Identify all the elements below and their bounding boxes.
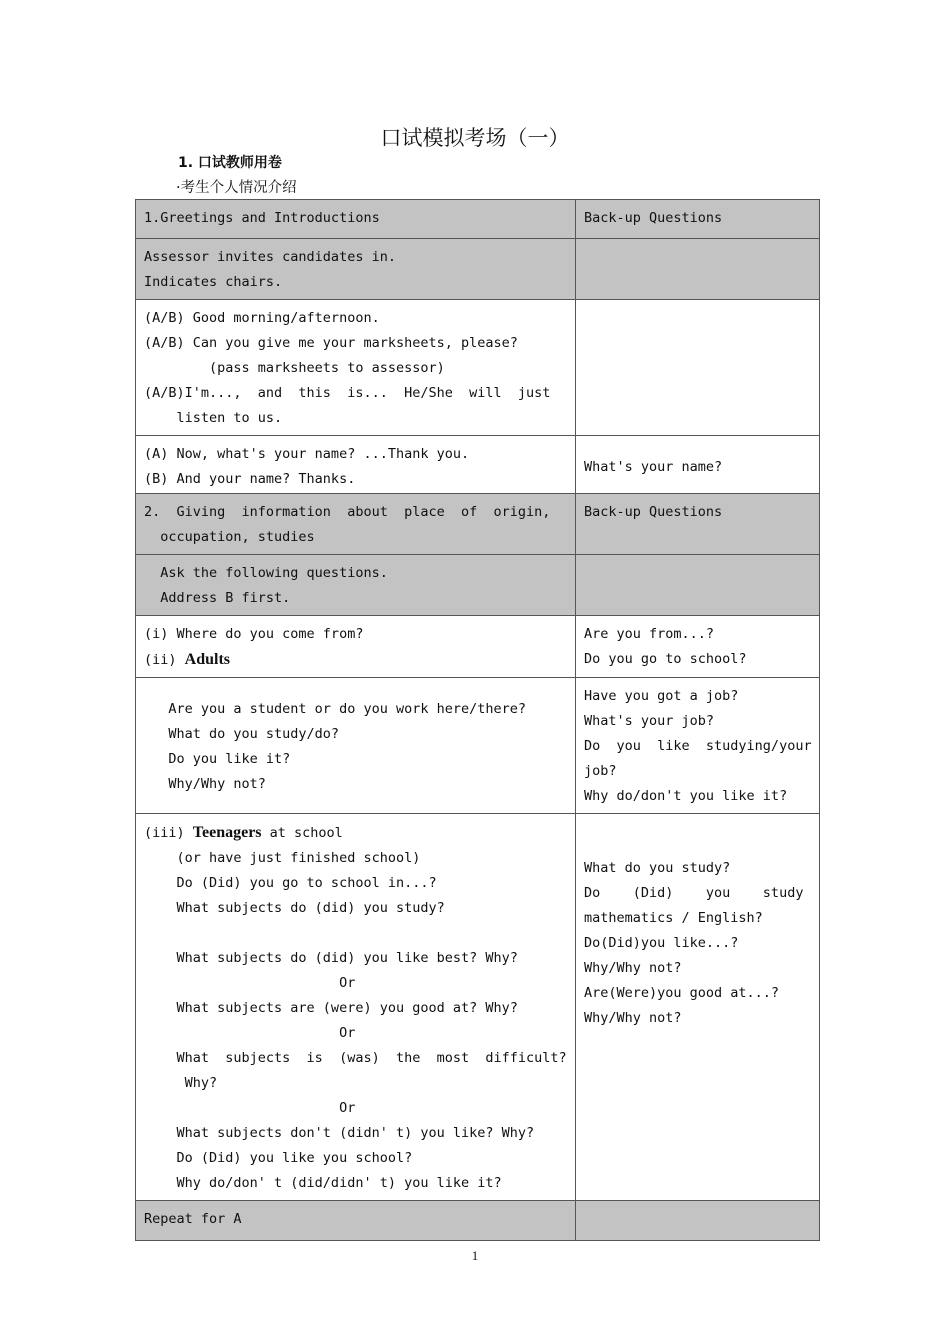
section-note: ·考生个人情况介绍 [176, 180, 297, 196]
greetings-table [135, 199, 820, 497]
instruction-line: Ask the following questions. [144, 565, 388, 581]
instruction-line: Address B first. [144, 590, 291, 606]
table2-footer-right [576, 1201, 820, 1241]
table1-name-backup [576, 436, 820, 497]
table2-adults-backup [576, 678, 820, 814]
question-line: (i) Where do you come from? [144, 626, 364, 642]
header-text: 2. Giving information about place of origin, [144, 504, 551, 520]
table2-header-left [136, 494, 576, 555]
table2-origin-backup [576, 616, 820, 678]
backup-question: What's your name? [584, 458, 723, 475]
or-separator: Or [144, 1025, 356, 1041]
script-line: (pass marksheets to assessor) [144, 360, 445, 376]
question-line: Do (Did) you like you school? [144, 1150, 413, 1166]
or-separator: Or [144, 975, 356, 991]
question-line: What subjects don't (didn' t) you like? Why? [144, 1125, 535, 1141]
table2-teenagers-backup [576, 814, 820, 1201]
backup-question: Why/Why not? [584, 960, 682, 976]
question-line: What subjects do (did) you study? [144, 900, 445, 916]
adults-label: Adults [184, 651, 230, 668]
question-line [144, 647, 567, 673]
question-line: Are you a student or do you work here/there? [144, 700, 527, 717]
table2-origin-cell [136, 616, 576, 678]
table2-gray-row [136, 555, 576, 616]
question-line [144, 820, 567, 846]
question-line: Why do/don' t (did/didn' t) you like it? [144, 1175, 502, 1191]
backup-question: mathematics / English? [584, 910, 763, 926]
table2-teenagers-cell [136, 814, 576, 1201]
table1-greeting-backup [576, 300, 820, 436]
teenagers-label: Teenagers [192, 824, 262, 841]
table2-gray-row-right [576, 555, 820, 616]
question-line: Do you like it? [144, 750, 291, 767]
item-number: (iii) [144, 825, 193, 841]
backup-question: Do you go to school? [584, 651, 747, 667]
or-separator: Or [144, 1100, 356, 1116]
backup-question: job? [584, 763, 617, 779]
question-line: Why/Why not? [144, 775, 266, 792]
header-text: Back-up Questions [584, 504, 723, 520]
backup-question: Do (Did) you study [584, 885, 804, 901]
table1-greeting-cell [136, 300, 576, 436]
question-line: What subjects do (did) you like best? Why? [144, 950, 518, 966]
backup-question: Why/Why not? [584, 1010, 682, 1026]
question-line: What subjects are (were) you good at? Why? [144, 1000, 518, 1016]
script-line: (A) Now, what's your name? ...Thank you. [144, 446, 470, 462]
table2-adults-cell [136, 678, 576, 814]
blank-line [144, 921, 567, 946]
script-line: listen to us. [144, 410, 283, 426]
question-line: What do you study/do? [144, 725, 340, 742]
table2-footer-left [136, 1201, 576, 1241]
backup-question: Do you like studying/your [584, 738, 812, 754]
backup-question: What's your job? [584, 713, 715, 729]
header-text: Back-up Questions [584, 210, 723, 226]
header-text: 1.Greetings and Introductions [144, 210, 380, 226]
table1-gray-row [136, 239, 576, 300]
question-line: Why? [144, 1075, 218, 1091]
script-line: (A/B)I'm..., and this is... He/She will just [144, 385, 551, 401]
item-number: (ii) [144, 652, 185, 668]
backup-question: What do you study? [584, 860, 731, 876]
backup-question: Are(Were)you good at...? [584, 985, 780, 1001]
script-line: (A/B) Good morning/afternoon. [144, 310, 380, 326]
question-line: Do (Did) you go to school in...? [144, 875, 437, 891]
table2-header-right [576, 494, 820, 555]
script-line: (B) And your name? Thanks. [144, 471, 356, 487]
table1-gray-row-right [576, 239, 820, 300]
subtitle: 1. 口试教师用卷 [178, 155, 282, 171]
instruction-line: Assessor invites candidates in. [144, 249, 396, 265]
question-line: What subjects is (was) the most difficult? [144, 1050, 567, 1066]
table1-header-right [576, 200, 820, 239]
table1-name-cell [136, 436, 576, 497]
script-line: (A/B) Can you give me your marksheets, please? [144, 335, 518, 351]
backup-question: Why do/don't you like it? [584, 788, 788, 804]
origin-occupation-table [135, 493, 820, 1241]
page-title: 口试模拟考场（一） [380, 126, 570, 150]
backup-question: Do(Did)you like...? [584, 935, 739, 951]
repeat-instruction: Repeat for A [144, 1211, 242, 1227]
label-suffix: at school [261, 825, 343, 841]
header-text: occupation, studies [144, 529, 315, 545]
page-number: 1 [471, 1248, 479, 1263]
backup-question: Have you got a job? [584, 688, 739, 704]
question-line: (or have just finished school) [144, 850, 421, 866]
table1-header-left [136, 200, 576, 239]
backup-question: Are you from...? [584, 626, 715, 642]
instruction-line: Indicates chairs. [144, 274, 283, 290]
